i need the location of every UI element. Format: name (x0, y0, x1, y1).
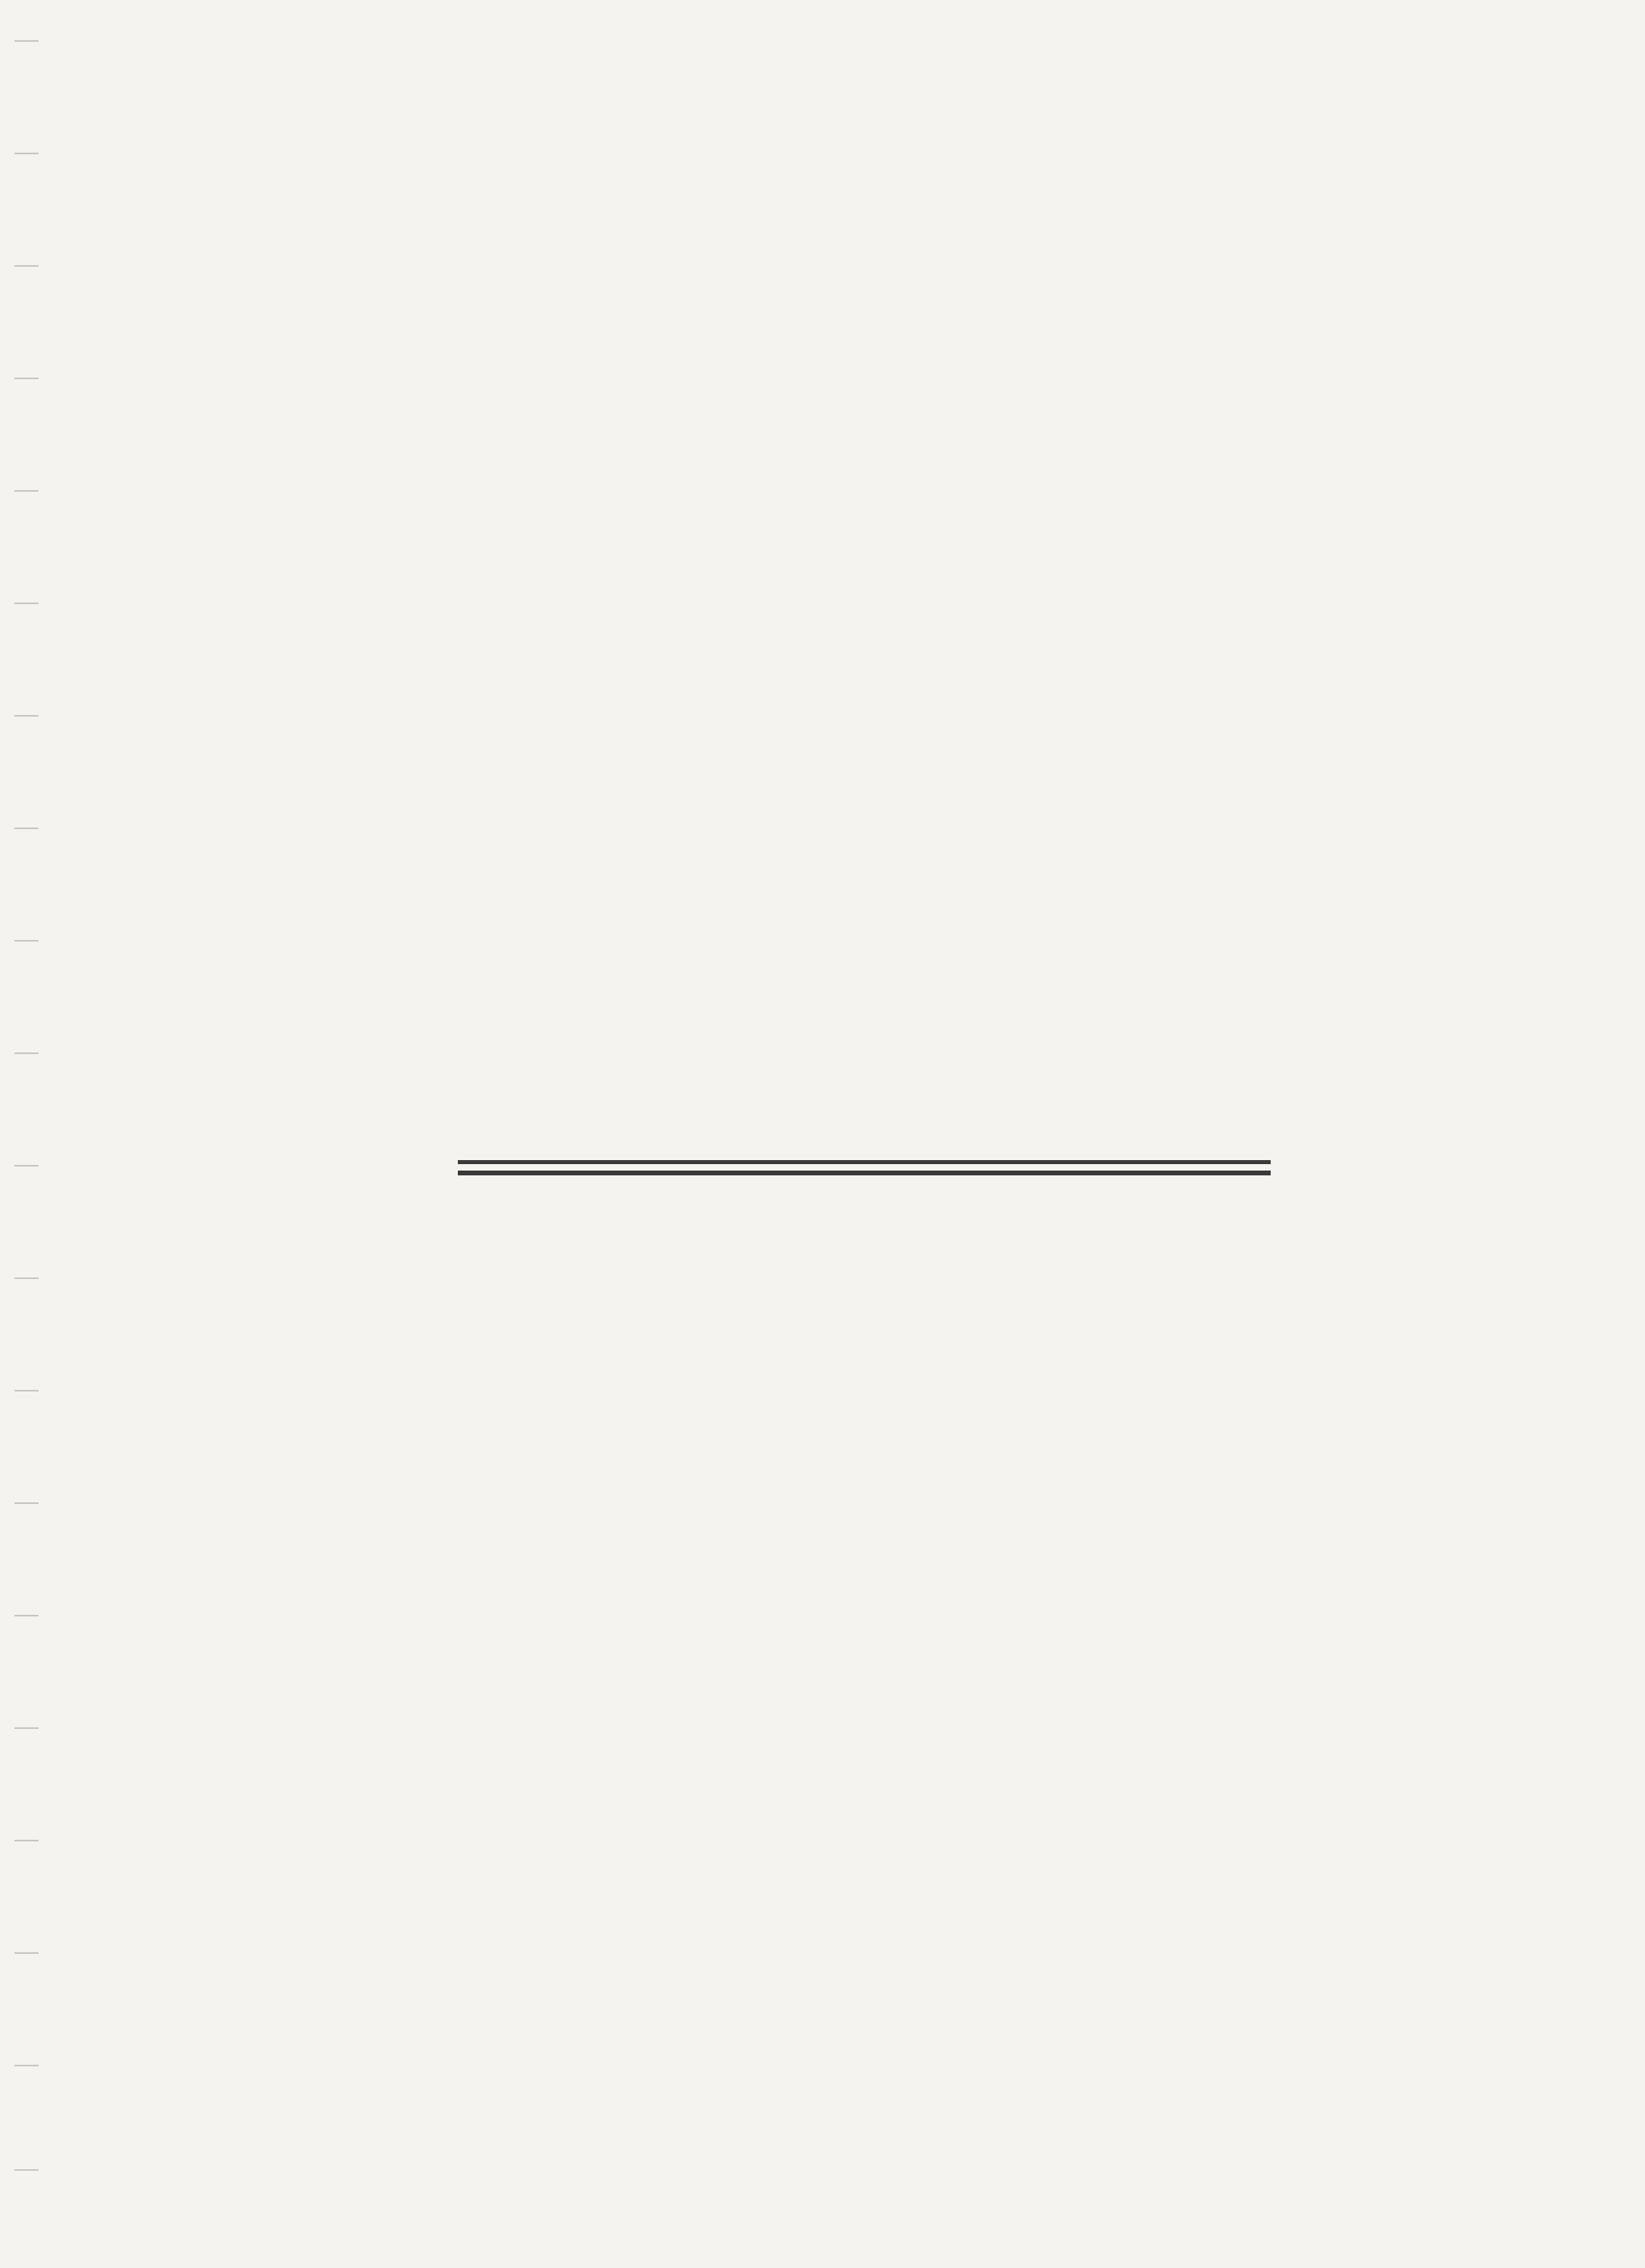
financial-data-table (458, 1160, 1271, 1175)
table-caption (460, 1093, 1183, 1125)
scan-edge-marks (14, 32, 47, 2201)
table-bottom-rule (458, 1171, 1271, 1175)
section-heading (467, 811, 1425, 850)
table-top-rule (458, 1160, 1271, 1164)
running-head (890, 219, 1468, 245)
